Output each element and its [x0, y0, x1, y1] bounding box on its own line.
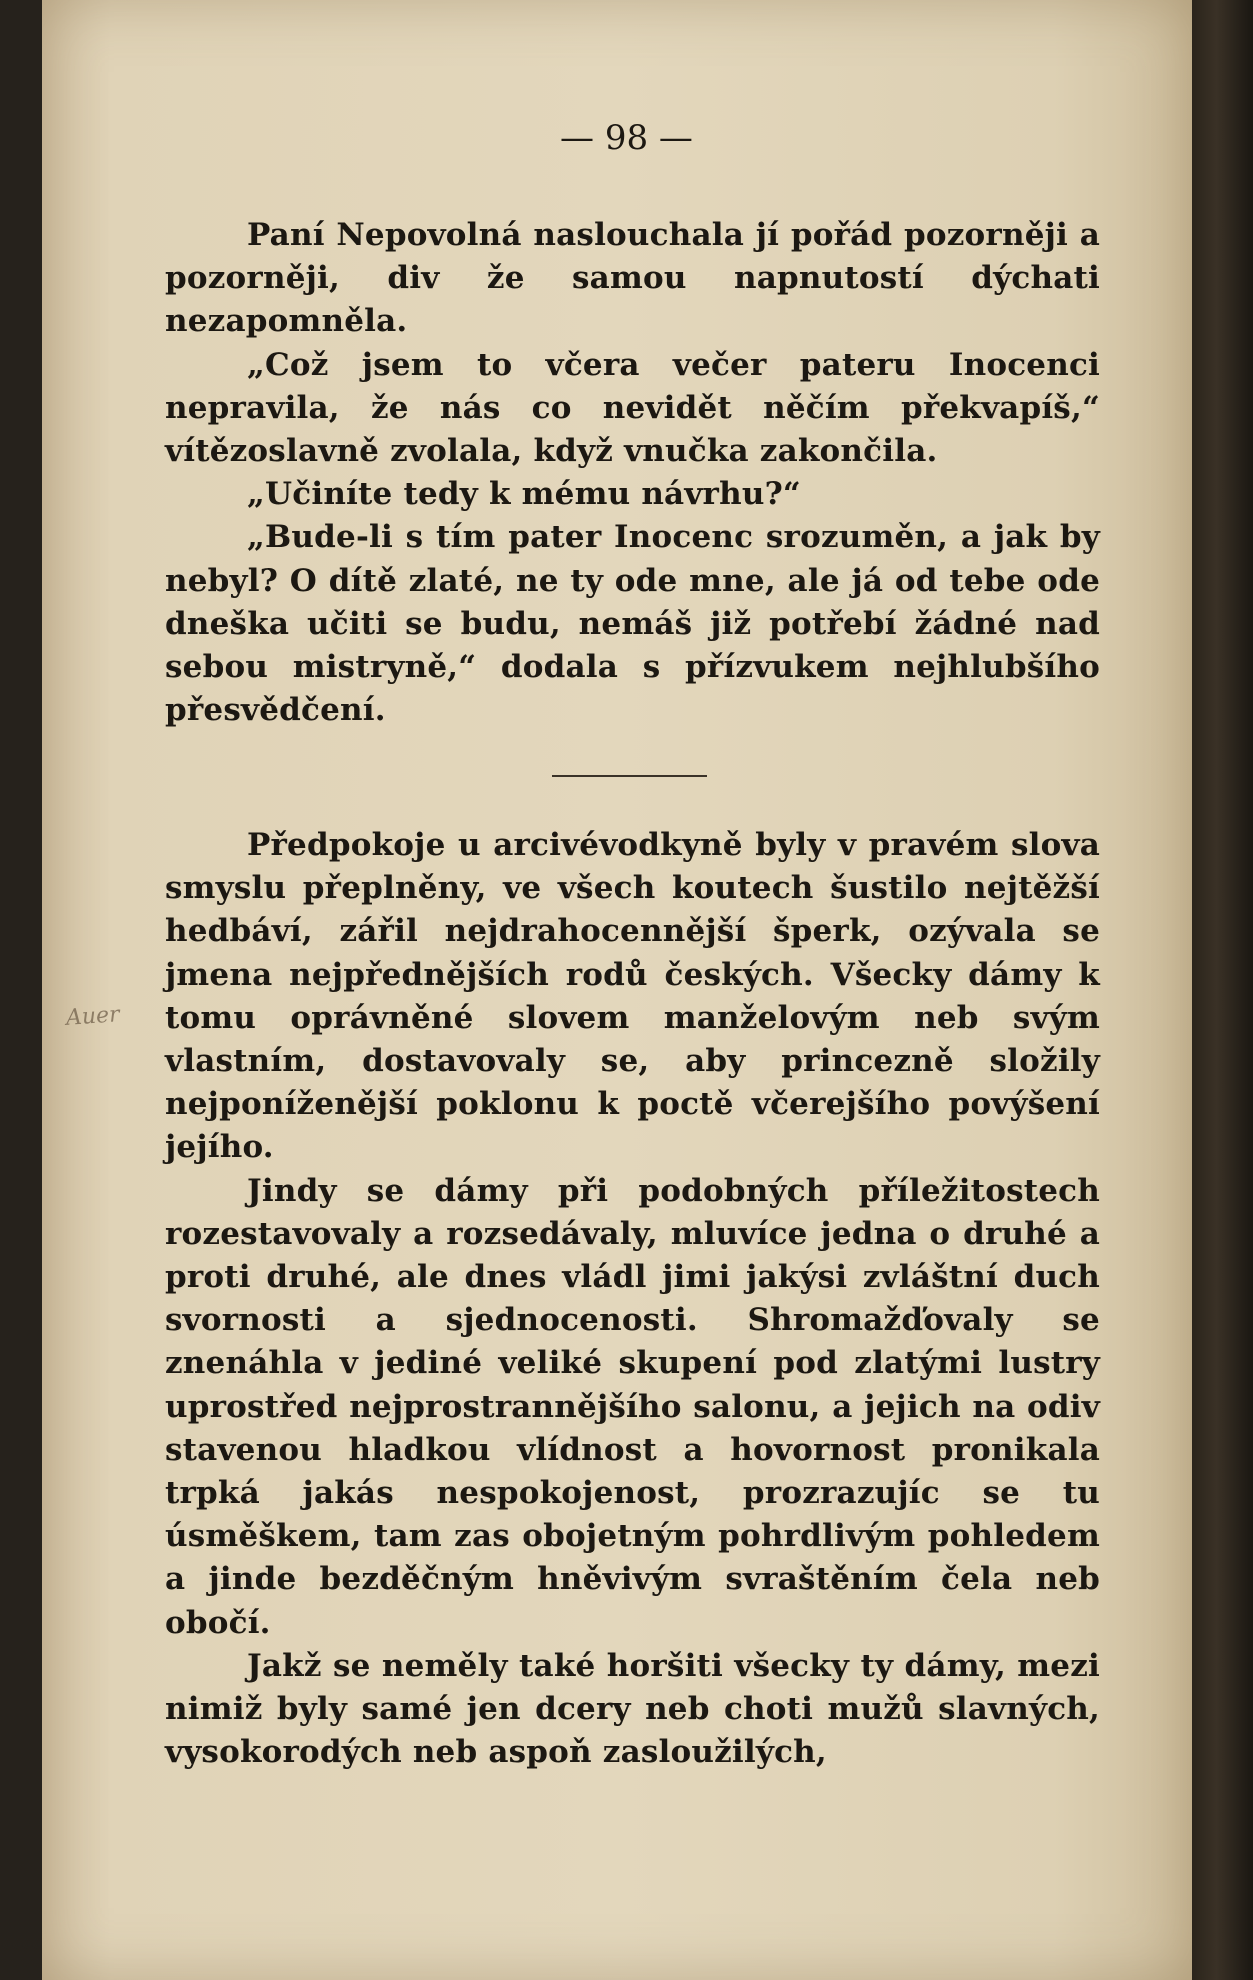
text-block-narrative [165, 824, 1100, 1774]
text-block-dialogue [165, 214, 1100, 732]
paragraph: Jindy se dámy při podobných příležitostech rozestavovaly a rozsedávaly, mluvíce jedna o druhé a proti druhé, ale dnes vládl jimi jakýsi zvláštní duch svornosti a sjednocenosti. Shromažďovaly se znenáhla v jediné veliké skupení pod zlatými lustry uprostřed nejprostrannějšího salonu, a jejich na odiv stavenou hladkou vlídnost a hovornost pronikala trpká jakás nespokojenost, prozrazujíc se tu úsměškem, tam zas obojetným pohrdlivým pohledem a jinde bezděčným hněvivým svraštěním čela neb obočí. [165, 1172, 1100, 1641]
paragraph: Paní Nepovolná naslouchala jí pořád pozorněji a pozorněji, div že samou napnutostí dýchati nezapomněla. [165, 217, 1100, 340]
paragraph: „Učiníte tedy k mému návrhu?“ [247, 476, 801, 513]
paragraph: „Bude-li s tím pater Inocenc srozuměn, a jak by nebyl? O dítě zlaté, ne ty ode mne, ale já od tebe ode dneška učiti se budu, nemáš již potřebí žádné nad sebou mistryně,“ dodala s přízvukem nejhlubšího přesvědčení. [165, 519, 1100, 729]
handwritten-margin-note: Auer [65, 1002, 121, 1031]
section-separator [552, 775, 707, 777]
paragraph: „Což jsem to včera večer pateru Inocenci nepravila, že nás co nevidět něčím překvapíš,“ vítězoslavně zvolala, když vnučka zakončila. [165, 346, 1100, 470]
page-edge [1192, 0, 1253, 1980]
paragraph: Jakž se neměly také horšiti všecky ty dámy, mezi nimiž byly samé jen dcery neb choti mužů slavných, vysokorodých neb aspoň zasloužilých, [165, 1647, 1100, 1771]
page-number: — 98 — [560, 118, 693, 158]
paragraph: Předpokoje u arcivévodkyně byly v pravém slova smyslu přeplněny, ve všech koutech šustilo nejtěžší hedbáví, zářil nejdrahocennější šperk, ozývala se jmena nejpřednějších rodů českých. Všecky dámy k tomu oprávněné slovem manželovým neb svým vlastním, dostavovaly se, aby princezně složily nejponíženější poklonu k poctě včerejšího povýšení jejího. [165, 827, 1100, 1166]
